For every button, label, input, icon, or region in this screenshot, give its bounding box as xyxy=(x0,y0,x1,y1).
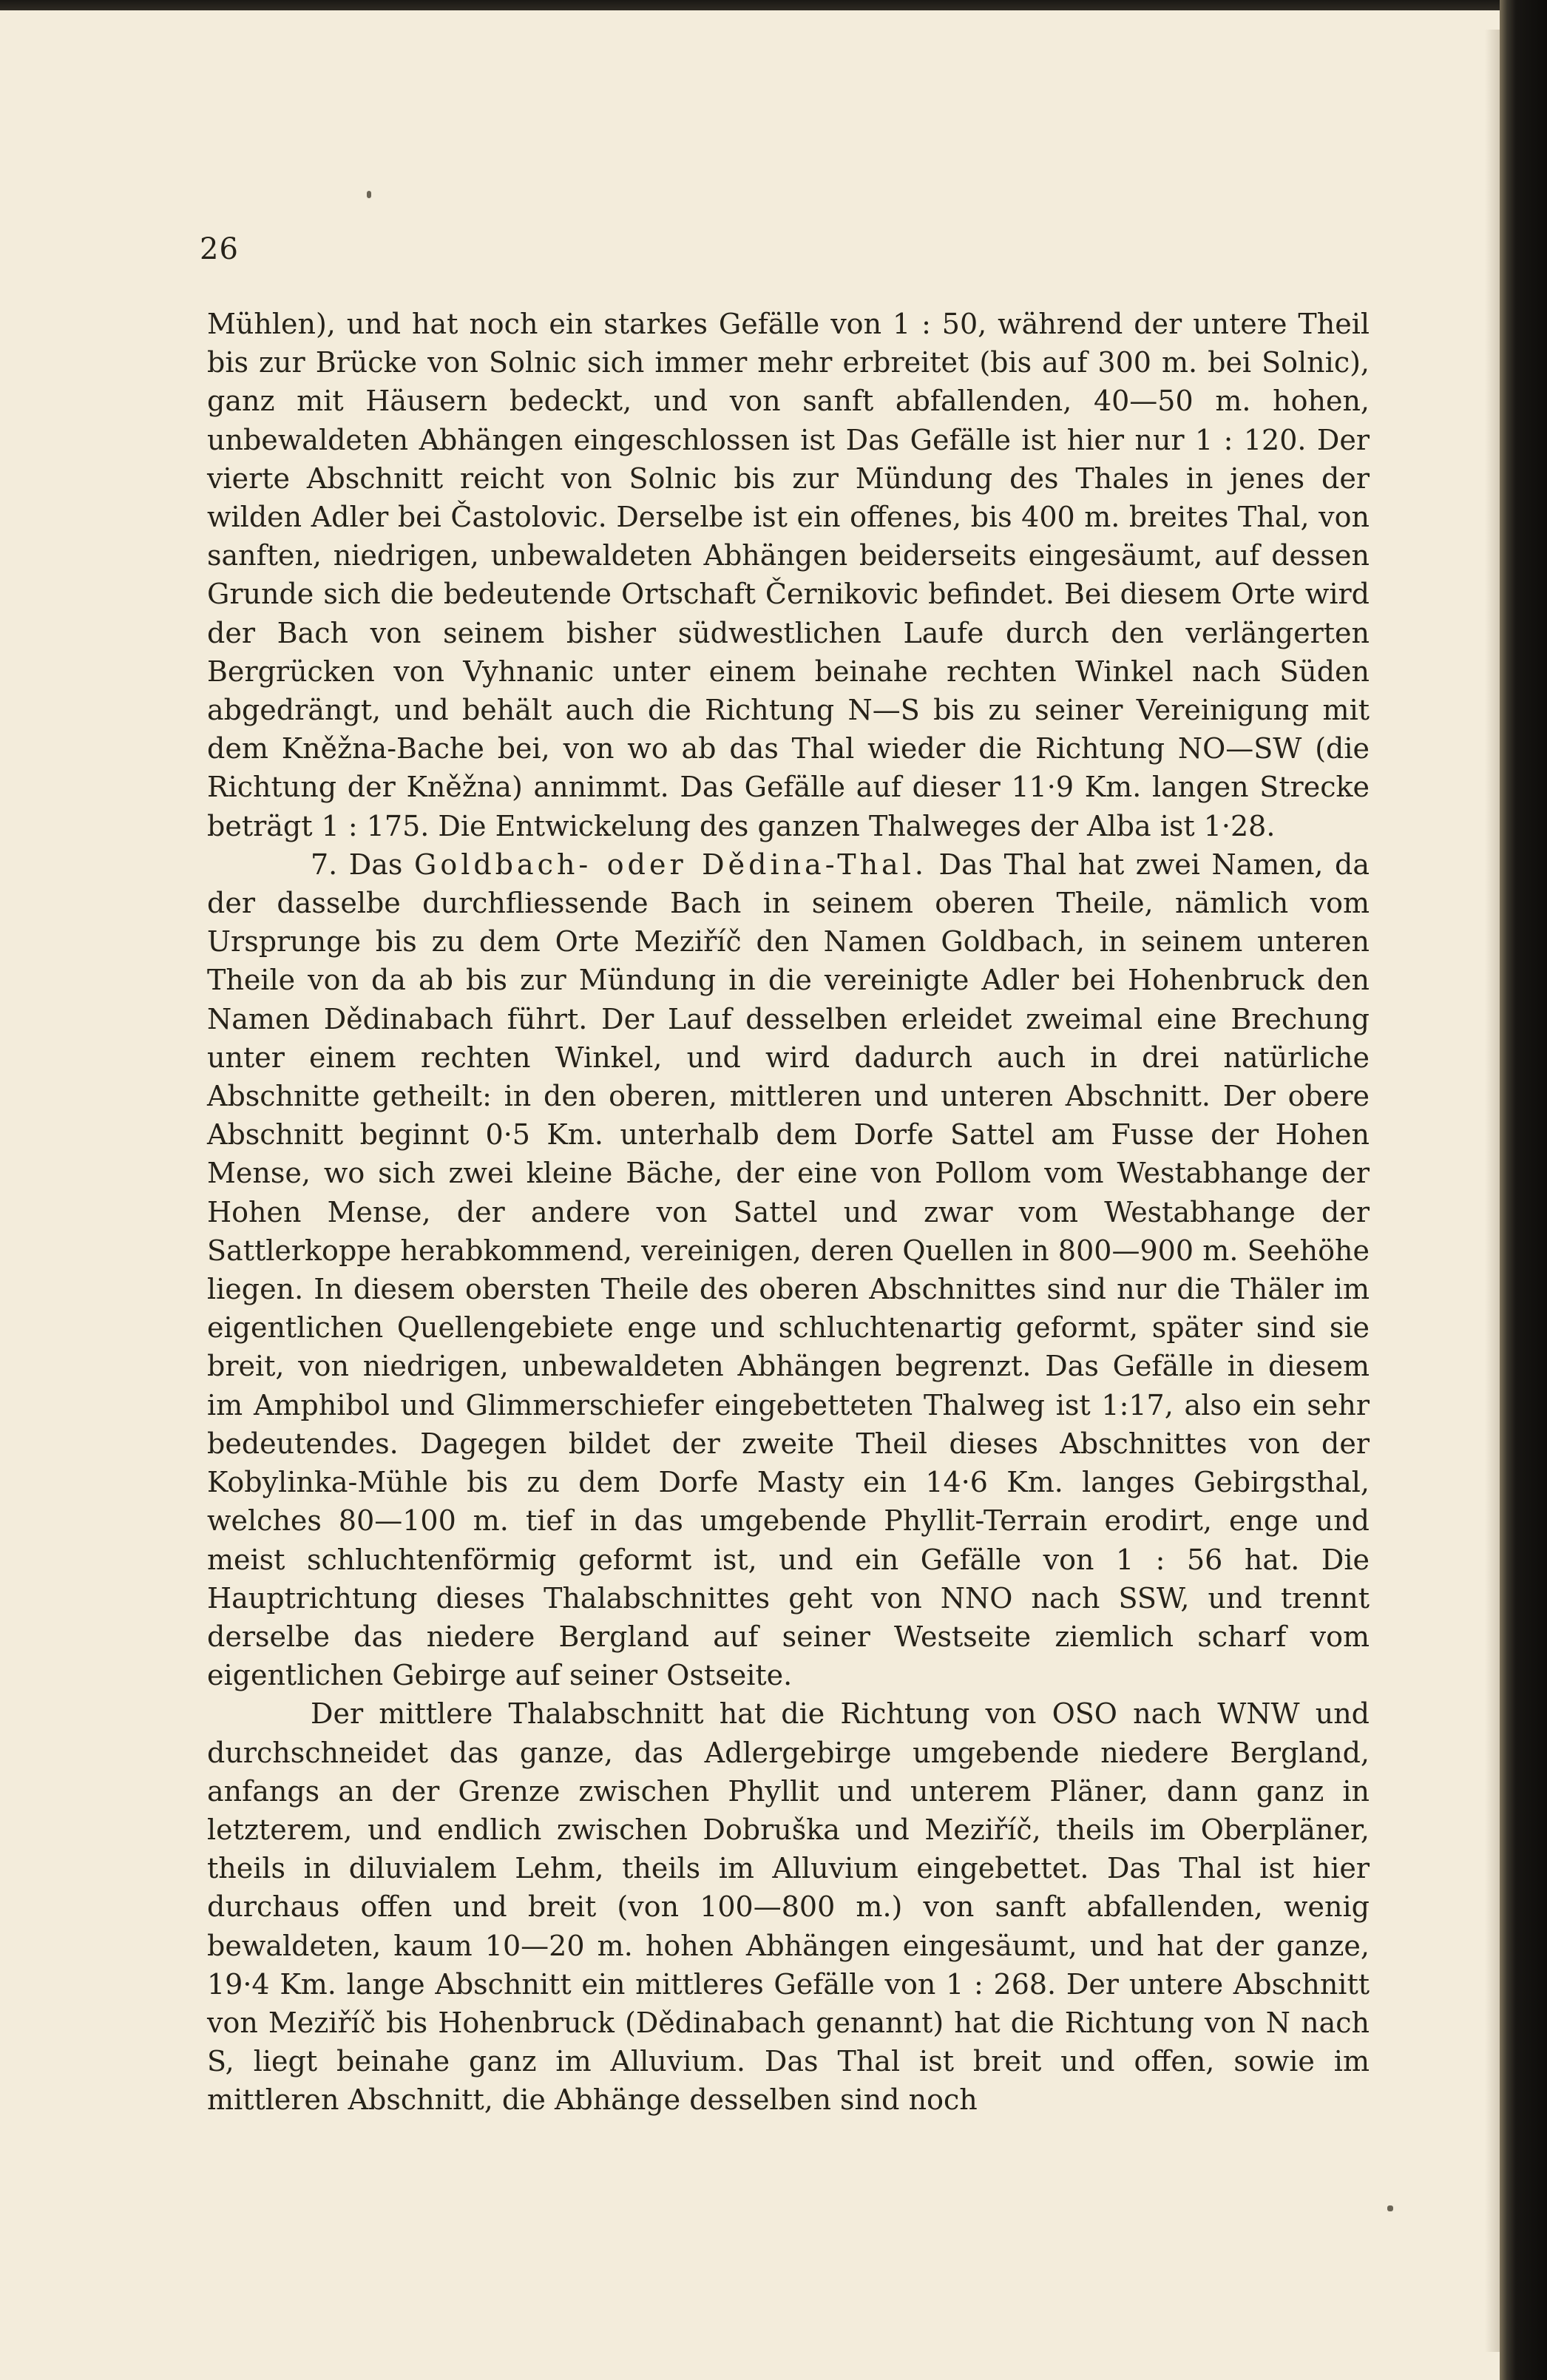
section-title: Goldbach- oder Dědina-Thal. xyxy=(413,848,927,881)
paragraph-2 xyxy=(207,845,1370,1694)
body-text xyxy=(207,305,1370,2120)
section-number: 7. Das xyxy=(311,848,403,881)
paragraph-1: Mühlen), und hat noch ein starkes Gefälle von 1 : 50, während der untere Theil bis zur Brücke von Solnic sich immer mehr erbreitet (bis auf 300 m. bei Solnic), ganz mit Häusern bedeckt, und von sanft abfallenden, 40—50 m. hohen, unbewaldeten Abhängen eingeschlossen ist Das Gefälle ist hier nur 1 : 120. Der vierte Abschnitt reicht von Solnic bis zur Mündung des Thales in jenes der wilden Adler bei Častolovic. Derselbe ist ein offenes, bis 400 m. breites Thal, von sanften, niedrigen, unbewaldeten Abhängen beiderseits eingesäumt, auf dessen Grunde sich die bedeutende Ortschaft Černikovic befindet. Bei diesem Orte wird der Bach von seinem bisher südwestlichen Laufe durch den verlängerten Bergrücken von Vyhnanic unter einem beinahe rechten Winkel nach Süden abgedrängt, und behält auch die Richtung N—S bis zu seiner Vereinigung mit dem Kněžna-Bache bei, von wo ab das Thal wieder die Richtung NO—SW (die Richtung der Kněžna) annimmt. Das Gefälle auf dieser 11·9 Km. langen Strecke beträgt 1 : 175. Die Entwickelung des ganzen Thalweges der Alba ist 1·28. xyxy=(207,308,1370,842)
paragraph-2-text: Das Thal hat zwei Namen, da der dasselbe durchfliessende Bach in seinem oberen Theile, nämlich vom Ursprunge bis zu dem Orte Meziříč den Namen Goldbach, in seinem unteren Theile von da ab bis zur Mündung in die vereinigte Adler bei Hohenbruck den Namen Dědinabach führt. Der Lauf desselben erleidet zweimal eine Brechung unter einem rechten Winkel, und wird dadurch auch in drei natürliche Abschnitte getheilt: in den oberen, mittleren und unteren Abschnitt. Der obere Abschnitt beginnt 0·5 Km. unterhalb dem Dorfe Sattel am Fusse der Hohen Mense, wo sich zwei kleine Bäche, der eine von Pollom vom Westabhange der Hohen Mense, der andere von Sattel und zwar vom Westabhange der Sattlerkoppe herabkommend, vereinigen, deren Quellen in 800—900 m. Seehöhe liegen. In diesem obersten Theile des oberen Abschnittes sind nur die Thäler im eigentlichen Quellengebiete enge und schluchtenartig geformt, später sind sie breit, von niedrigen, unbewaldeten Abhängen begrenzt. Das Gefälle in diesem im Amphibol und Glimmerschiefer eingebetteten Thalweg ist 1:17, also ein sehr bedeutendes. Dagegen bildet der zweite Theil dieses Abschnittes von der Kobylinka-Mühle bis zu dem Dorfe Masty ein 14·6 Km. langes Gebirgsthal, welches 80—100 m. tief in das umgebende Phyllit-Terrain erodirt, enge und meist schluchtenförmig geformt ist, und ein Gefälle von 1 : 56 hat. Die Hauptrichtung dieses Thalabschnittes geht von NNO nach SSW, und trennt derselbe das niedere Bergland auf seiner Westseite ziemlich scharf vom eigentlichen Gebirge auf seiner Ostseite. xyxy=(207,848,1370,1692)
page-number: 26 xyxy=(200,232,239,266)
scan-top-border xyxy=(0,0,1547,10)
scan-right-border xyxy=(1500,0,1547,2380)
ink-speck xyxy=(367,191,371,198)
ink-speck xyxy=(1387,2205,1393,2211)
paragraph-3: Der mittlere Thalabschnitt hat die Richtung von OSO nach WNW und durchschneidet das ganze, das Adlergebirge umgebende niedere Bergland, anfangs an der Grenze zwischen Phyllit und unterem Pläner, dann ganz in letzterem, und endlich zwischen Dobruška und Meziříč, theils im Oberpläner, theils in diluvialem Lehm, theils im Alluvium eingebettet. Das Thal ist hier durchaus offen und breit (von 100—800 m.) von sanft abfallenden, wenig bewaldeten, kaum 10—20 m. hohen Abhängen eingesäumt, und hat der ganze, 19·4 Km. lange Abschnitt ein mittleres Gefälle von 1 : 268. Der untere Abschnitt von Meziříč bis Hohenbruck (Dědinabach genannt) hat die Richtung von N nach S, liegt beinahe ganz im Alluvium. Das Thal ist breit und offen, sowie im mittleren Abschnitt, die Abhänge desselben sind noch xyxy=(207,1697,1370,2117)
page-edge-shadow xyxy=(1485,30,1500,2352)
